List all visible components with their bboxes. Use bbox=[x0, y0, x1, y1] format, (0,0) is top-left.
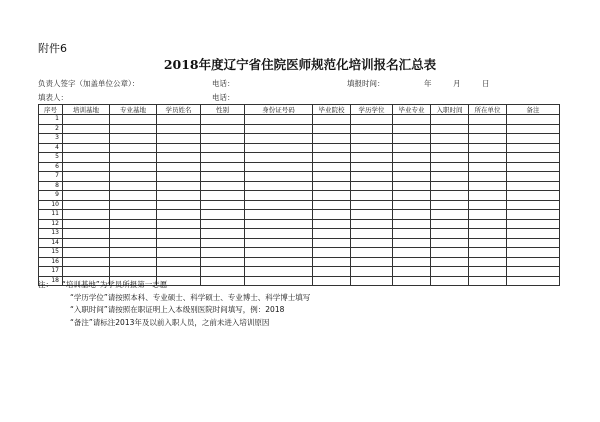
table-cell bbox=[157, 219, 201, 229]
table-cell bbox=[393, 115, 431, 125]
table-cell bbox=[63, 153, 110, 163]
row-index: 6 bbox=[39, 162, 63, 172]
table-cell bbox=[431, 257, 469, 267]
table-cell bbox=[157, 191, 201, 201]
table-cell bbox=[469, 200, 507, 210]
table-cell bbox=[313, 181, 351, 191]
table-row bbox=[39, 257, 560, 267]
table-cell bbox=[351, 210, 393, 220]
table-cell bbox=[245, 210, 313, 220]
table-cell bbox=[245, 229, 313, 239]
year-label: 年 bbox=[424, 79, 432, 88]
table-cell bbox=[351, 219, 393, 229]
table-cell bbox=[313, 143, 351, 153]
table-cell bbox=[313, 191, 351, 201]
table-cell bbox=[110, 172, 157, 182]
table-cell bbox=[245, 238, 313, 248]
table-cell bbox=[507, 115, 560, 125]
table-cell bbox=[469, 115, 507, 125]
table-row bbox=[39, 172, 560, 182]
table-cell bbox=[157, 134, 201, 144]
table-cell bbox=[245, 115, 313, 125]
table-row bbox=[39, 134, 560, 144]
table-cell bbox=[393, 181, 431, 191]
table-row bbox=[39, 219, 560, 229]
table-cell bbox=[351, 238, 393, 248]
table-cell bbox=[431, 134, 469, 144]
table-cell bbox=[469, 153, 507, 163]
table-cell bbox=[63, 162, 110, 172]
note-text: “培训基地”为学员所报第一志愿 bbox=[62, 280, 168, 289]
table-cell bbox=[351, 191, 393, 201]
table-cell bbox=[110, 257, 157, 267]
table-cell bbox=[393, 210, 431, 220]
table-cell bbox=[313, 124, 351, 134]
table-cell bbox=[431, 267, 469, 277]
table-row bbox=[39, 229, 560, 239]
row-index: 8 bbox=[39, 181, 63, 191]
table-cell bbox=[351, 172, 393, 182]
table-cell bbox=[201, 153, 245, 163]
table-cell bbox=[201, 210, 245, 220]
row-index: 17 bbox=[39, 267, 63, 277]
table-cell bbox=[393, 229, 431, 239]
table-row bbox=[39, 200, 560, 210]
table-cell bbox=[469, 191, 507, 201]
table-cell bbox=[63, 181, 110, 191]
table-cell bbox=[313, 238, 351, 248]
table-cell bbox=[431, 248, 469, 258]
table-cell bbox=[507, 267, 560, 277]
table-cell bbox=[157, 257, 201, 267]
table-cell bbox=[469, 276, 507, 286]
table-cell bbox=[110, 229, 157, 239]
table-cell bbox=[431, 143, 469, 153]
table-cell bbox=[157, 248, 201, 258]
table-row bbox=[39, 143, 560, 153]
page-title: 2018年度辽宁省住院医师规范化培训报名汇总表 bbox=[163, 57, 437, 72]
table-cell bbox=[110, 267, 157, 277]
table-cell bbox=[469, 238, 507, 248]
table-cell bbox=[393, 200, 431, 210]
table-cell bbox=[110, 153, 157, 163]
filler-label: 填表人： bbox=[38, 93, 68, 102]
table-cell bbox=[507, 172, 560, 182]
table-cell bbox=[313, 134, 351, 144]
table-cell bbox=[351, 229, 393, 239]
table-cell bbox=[63, 124, 110, 134]
table-cell bbox=[245, 153, 313, 163]
table-cell bbox=[110, 115, 157, 125]
table-cell bbox=[431, 238, 469, 248]
table-cell bbox=[63, 229, 110, 239]
table-cell bbox=[507, 124, 560, 134]
notes-section bbox=[38, 279, 310, 329]
col-header-graduate-school: 毕业院校 bbox=[313, 105, 351, 115]
table-cell bbox=[507, 276, 560, 286]
table-cell bbox=[313, 276, 351, 286]
table-cell bbox=[351, 267, 393, 277]
month-label: 月 bbox=[453, 79, 461, 88]
table-cell bbox=[507, 153, 560, 163]
table-cell bbox=[157, 115, 201, 125]
table-row bbox=[39, 115, 560, 125]
table-cell bbox=[351, 124, 393, 134]
table-cell bbox=[110, 134, 157, 144]
table-cell bbox=[469, 162, 507, 172]
table-cell bbox=[431, 229, 469, 239]
table-cell bbox=[110, 181, 157, 191]
table-cell bbox=[110, 238, 157, 248]
table-cell bbox=[351, 115, 393, 125]
table-cell bbox=[393, 124, 431, 134]
table-cell bbox=[469, 248, 507, 258]
table-header-row bbox=[39, 105, 560, 115]
table-cell bbox=[110, 162, 157, 172]
row-index: 10 bbox=[39, 200, 63, 210]
table-cell bbox=[469, 172, 507, 182]
table-row bbox=[39, 238, 560, 248]
attachment-label: 附件6 bbox=[38, 42, 67, 55]
table-cell bbox=[245, 124, 313, 134]
col-header-degree: 学历学位 bbox=[351, 105, 393, 115]
row-index: 2 bbox=[39, 124, 63, 134]
table-cell bbox=[393, 276, 431, 286]
table-cell bbox=[313, 115, 351, 125]
table-cell bbox=[201, 229, 245, 239]
table-cell bbox=[507, 162, 560, 172]
table-cell bbox=[245, 134, 313, 144]
table-cell bbox=[157, 229, 201, 239]
table-cell bbox=[393, 143, 431, 153]
table-cell bbox=[157, 153, 201, 163]
table-cell bbox=[110, 200, 157, 210]
table-cell bbox=[351, 143, 393, 153]
table-cell bbox=[469, 143, 507, 153]
table-cell bbox=[157, 181, 201, 191]
table-cell bbox=[351, 181, 393, 191]
table-cell bbox=[201, 143, 245, 153]
table-cell bbox=[313, 267, 351, 277]
table-cell bbox=[63, 115, 110, 125]
table-cell bbox=[393, 134, 431, 144]
table-cell bbox=[110, 191, 157, 201]
table-cell bbox=[431, 191, 469, 201]
table-cell bbox=[507, 248, 560, 258]
table-cell bbox=[431, 115, 469, 125]
table-cell bbox=[507, 191, 560, 201]
table-cell bbox=[201, 257, 245, 267]
row-index: 13 bbox=[39, 229, 63, 239]
table-row bbox=[39, 191, 560, 201]
col-header-hire-date: 入职时间 bbox=[431, 105, 469, 115]
table-cell bbox=[507, 238, 560, 248]
table-cell bbox=[351, 153, 393, 163]
table-cell bbox=[201, 134, 245, 144]
table-cell bbox=[507, 134, 560, 144]
table-cell bbox=[507, 257, 560, 267]
table-cell bbox=[63, 191, 110, 201]
table-cell bbox=[157, 267, 201, 277]
table-cell bbox=[507, 181, 560, 191]
table-cell bbox=[507, 210, 560, 220]
col-header-employer: 所在单位 bbox=[469, 105, 507, 115]
table-cell bbox=[393, 162, 431, 172]
row-index: 12 bbox=[39, 219, 63, 229]
table-cell bbox=[431, 276, 469, 286]
table-cell bbox=[110, 124, 157, 134]
col-header-trainee-name: 学员姓名 bbox=[157, 105, 201, 115]
table-cell bbox=[469, 219, 507, 229]
table-cell bbox=[245, 162, 313, 172]
table-cell bbox=[110, 219, 157, 229]
table-cell bbox=[469, 257, 507, 267]
table-cell bbox=[201, 181, 245, 191]
table-row bbox=[39, 124, 560, 134]
table-cell bbox=[393, 219, 431, 229]
table-cell bbox=[431, 200, 469, 210]
phone-label-1: 电话： bbox=[212, 79, 235, 88]
table-cell bbox=[245, 172, 313, 182]
table-cell bbox=[351, 162, 393, 172]
table-cell bbox=[201, 115, 245, 125]
table-cell bbox=[245, 191, 313, 201]
table-row bbox=[39, 267, 560, 277]
table-cell bbox=[157, 124, 201, 134]
table-cell bbox=[157, 238, 201, 248]
table-cell bbox=[393, 191, 431, 201]
row-index: 15 bbox=[39, 248, 63, 258]
row-index: 7 bbox=[39, 172, 63, 182]
table-cell bbox=[63, 134, 110, 144]
table-cell bbox=[157, 143, 201, 153]
table-row bbox=[39, 210, 560, 220]
col-header-remarks: 备注 bbox=[507, 105, 560, 115]
col-header-specialty-base: 专业基地 bbox=[110, 105, 157, 115]
table-cell bbox=[313, 219, 351, 229]
col-header-gender: 性别 bbox=[201, 105, 245, 115]
table-cell bbox=[201, 172, 245, 182]
table-cell bbox=[63, 210, 110, 220]
table-cell bbox=[63, 248, 110, 258]
table-row bbox=[39, 162, 560, 172]
table-cell bbox=[201, 200, 245, 210]
table-cell bbox=[469, 134, 507, 144]
table-cell bbox=[245, 181, 313, 191]
table-cell bbox=[393, 257, 431, 267]
table-cell bbox=[393, 153, 431, 163]
table-cell bbox=[393, 238, 431, 248]
note-item: “备注”请标注2013年及以前入职人员，之前未进入培训原因 bbox=[70, 317, 270, 327]
table-cell bbox=[351, 276, 393, 286]
table-cell bbox=[507, 143, 560, 153]
table-cell bbox=[507, 200, 560, 210]
row-index: 5 bbox=[39, 153, 63, 163]
table-cell bbox=[110, 248, 157, 258]
table-cell bbox=[469, 267, 507, 277]
table-cell bbox=[469, 124, 507, 134]
row-index: 4 bbox=[39, 143, 63, 153]
table-cell bbox=[201, 124, 245, 134]
note-item bbox=[38, 279, 310, 292]
table-cell bbox=[469, 210, 507, 220]
table-cell bbox=[245, 143, 313, 153]
table-cell bbox=[507, 229, 560, 239]
table-cell bbox=[201, 162, 245, 172]
table-cell bbox=[245, 248, 313, 258]
registration-table bbox=[38, 104, 560, 286]
table-cell bbox=[63, 257, 110, 267]
table-cell bbox=[431, 172, 469, 182]
table-cell bbox=[313, 229, 351, 239]
table-cell bbox=[201, 267, 245, 277]
table-cell bbox=[393, 248, 431, 258]
table-cell bbox=[351, 134, 393, 144]
table-cell bbox=[431, 124, 469, 134]
table-cell bbox=[313, 153, 351, 163]
table-cell bbox=[313, 257, 351, 267]
table-cell bbox=[63, 219, 110, 229]
table-cell bbox=[110, 143, 157, 153]
table-cell bbox=[63, 238, 110, 248]
table-cell bbox=[157, 200, 201, 210]
table-cell bbox=[431, 162, 469, 172]
table-cell bbox=[201, 191, 245, 201]
table-cell bbox=[313, 172, 351, 182]
table-cell bbox=[313, 248, 351, 258]
col-header-training-base: 培训基地 bbox=[63, 105, 110, 115]
table-cell bbox=[313, 200, 351, 210]
note-item: “入职时间”请按照在职证明上入本级别医院时间填写，例：2018 bbox=[70, 305, 285, 315]
table-cell bbox=[313, 162, 351, 172]
table-cell bbox=[63, 267, 110, 277]
table-cell bbox=[431, 181, 469, 191]
table-cell bbox=[245, 200, 313, 210]
table-cell bbox=[431, 219, 469, 229]
row-index: 18 bbox=[39, 276, 63, 286]
table-cell bbox=[393, 172, 431, 182]
col-header-id-number: 身份证号码 bbox=[245, 105, 313, 115]
fill-time-label: 填报时间： bbox=[347, 79, 385, 88]
table-cell bbox=[507, 219, 560, 229]
table-cell bbox=[63, 143, 110, 153]
table-cell bbox=[351, 257, 393, 267]
table-row bbox=[39, 248, 560, 258]
table-cell bbox=[110, 210, 157, 220]
table-cell bbox=[157, 210, 201, 220]
row-index: 3 bbox=[39, 134, 63, 144]
note-item: “学历学位”请按照本科、专业硕士、科学硕士、专业博士、科学博士填写 bbox=[70, 292, 311, 302]
row-index: 14 bbox=[39, 238, 63, 248]
table-cell bbox=[63, 172, 110, 182]
signer-label: 负责人签字（加盖单位公章）： bbox=[38, 79, 140, 88]
table-cell bbox=[351, 200, 393, 210]
table-cell bbox=[245, 219, 313, 229]
table-row bbox=[39, 153, 560, 163]
row-index: 11 bbox=[39, 210, 63, 220]
table-cell bbox=[431, 210, 469, 220]
col-header-major: 毕业专业 bbox=[393, 105, 431, 115]
table-cell bbox=[157, 172, 201, 182]
table-cell bbox=[245, 257, 313, 267]
row-index: 1 bbox=[39, 115, 63, 125]
notes-lead: 注： bbox=[38, 280, 53, 289]
table-cell bbox=[469, 229, 507, 239]
table-cell bbox=[469, 181, 507, 191]
table-cell bbox=[351, 248, 393, 258]
table-cell bbox=[201, 248, 245, 258]
row-index: 9 bbox=[39, 191, 63, 201]
table-cell bbox=[393, 267, 431, 277]
table-cell bbox=[245, 267, 313, 277]
table-cell bbox=[431, 153, 469, 163]
table-row bbox=[39, 181, 560, 191]
table-cell bbox=[201, 238, 245, 248]
table-cell bbox=[201, 219, 245, 229]
col-header-index: 序号 bbox=[39, 105, 63, 115]
table-cell bbox=[63, 200, 110, 210]
phone-label-2: 电话： bbox=[212, 93, 235, 102]
table-cell bbox=[157, 162, 201, 172]
day-label: 日 bbox=[482, 79, 490, 88]
table-cell bbox=[313, 210, 351, 220]
row-index: 16 bbox=[39, 257, 63, 267]
